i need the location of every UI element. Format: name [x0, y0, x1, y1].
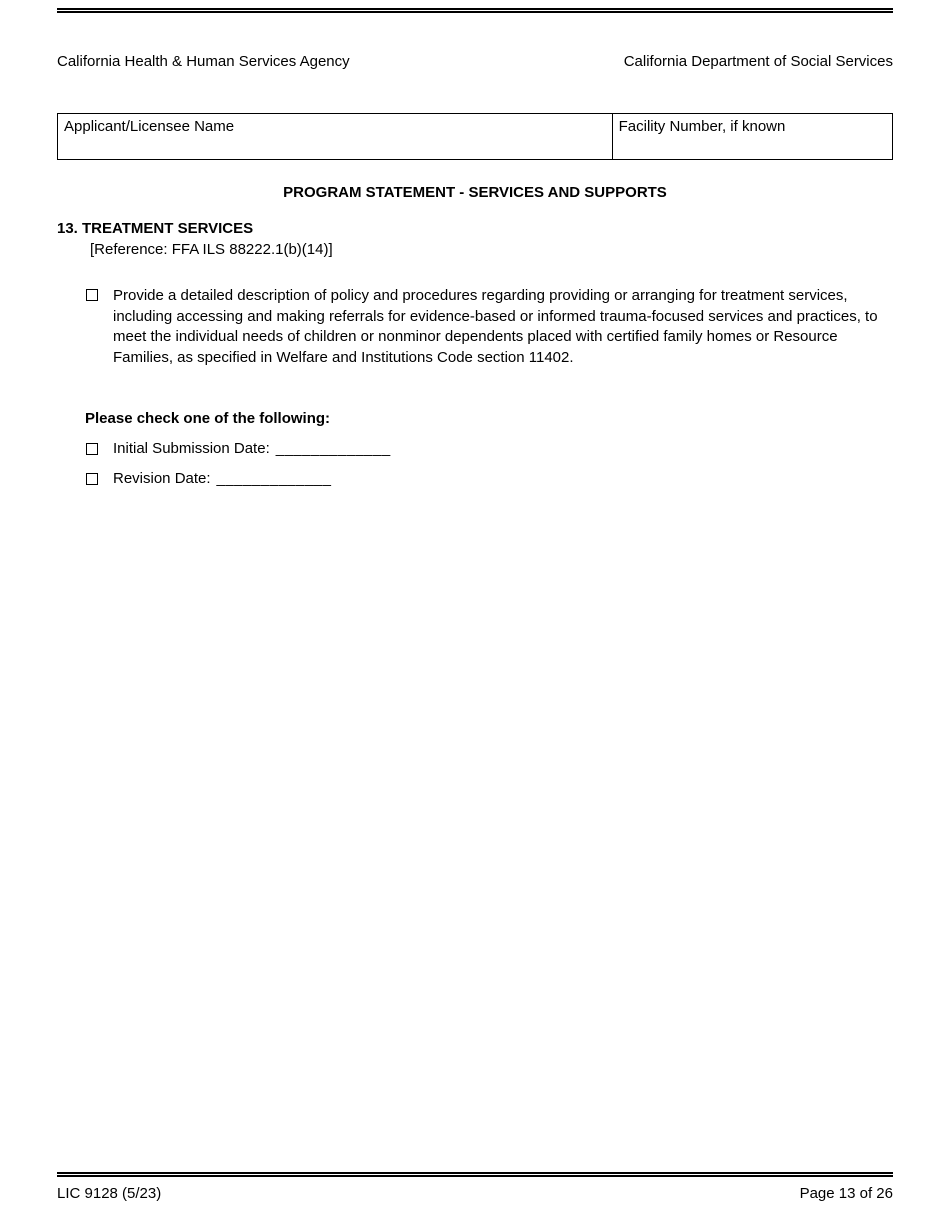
identification-table: [57, 113, 893, 160]
bottom-divider: [57, 1172, 893, 1177]
requirement-item: [57, 286, 893, 368]
agency-name-left: California Health & Human Services Agency: [57, 53, 350, 70]
requirement-text: Provide a detailed description of policy and procedures regarding providing or arranging for treatment services, including accessing and making referrals for evidence-based or informed trauma-focused services and practices, to meet the individual needs of children or nonminor dependents placed with certified family homes or Resource Families, as specified in Welfare and Institutions Code section 11402.: [113, 287, 878, 366]
top-divider: [57, 8, 893, 13]
revision-option: [57, 470, 893, 487]
agency-name-right: California Department of Social Services: [623, 53, 893, 70]
facility-number-label: Facility Number, if known: [618, 118, 786, 135]
initial-submission-date-line[interactable]: _____________: [275, 440, 391, 457]
footer: [57, 1172, 893, 1202]
initial-submission-label: Initial Submission Date:: [113, 440, 270, 457]
revision-label: Revision Date:: [113, 470, 211, 487]
facility-number-field[interactable]: [613, 114, 892, 159]
form-number: LIC 9128 (5/23): [57, 1185, 162, 1202]
section-reference: [Reference: FFA ILS 88222.1(b)(14)]: [90, 241, 333, 258]
agency-header: [57, 53, 893, 70]
applicant-name-label: Applicant/Licensee Name: [64, 118, 235, 135]
revision-date-line[interactable]: _____________: [216, 470, 332, 487]
initial-submission-checkbox[interactable]: [86, 443, 98, 455]
initial-submission-option: [57, 440, 893, 457]
check-one-label: Please check one of the following:: [85, 410, 331, 427]
requirement-checkbox[interactable]: [86, 289, 98, 301]
page-title: PROGRAM STATEMENT - SERVICES AND SUPPORTS: [283, 184, 667, 201]
applicant-name-field[interactable]: [58, 114, 613, 159]
revision-checkbox[interactable]: [86, 473, 98, 485]
section-heading: 13. TREATMENT SERVICES: [57, 220, 254, 237]
page-number: Page 13 of 26: [799, 1185, 893, 1202]
